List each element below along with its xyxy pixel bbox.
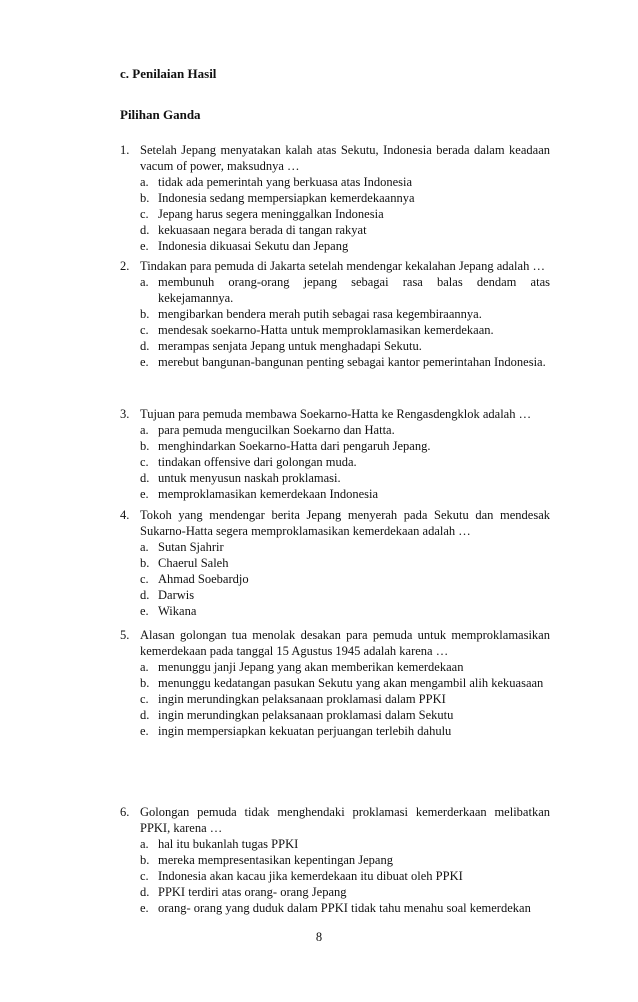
question-5 xyxy=(120,627,550,739)
option-text: mereka mempresentasikan kepentingan Jepang xyxy=(158,853,393,867)
option-letter: c. xyxy=(140,455,149,469)
option-text: Ahmad Soebardjo xyxy=(158,572,249,586)
option-text: mengibarkan bendera merah putih sebagai rasa kegembiraannya. xyxy=(158,307,482,321)
option-letter: d. xyxy=(140,708,150,722)
option-text: mendesak soekarno-Hatta untuk memproklamasikan kemerdekaan. xyxy=(158,323,494,337)
option-letter: a. xyxy=(140,837,149,851)
option-text: Sutan Sjahrir xyxy=(158,540,224,554)
question-text: Tindakan para pemuda di Jakarta setelah mendengar kekalahan Jepang adalah … xyxy=(140,259,545,273)
question-number: 4. xyxy=(120,508,130,522)
option-c xyxy=(140,322,550,338)
option-letter: e. xyxy=(140,355,149,369)
question-number: 2. xyxy=(120,259,130,273)
option-d xyxy=(140,222,550,238)
option-text: menghindarkan Soekarno-Hatta dari pengaruh Jepang. xyxy=(158,439,431,453)
option-a xyxy=(140,174,550,190)
question-text: Setelah Jepang menyatakan kalah atas Sekutu, Indonesia berada dalam keadaan vacum of power, maksudnya … xyxy=(140,143,550,173)
option-text: Indonesia dikuasai Sekutu dan Jepang xyxy=(158,239,349,253)
option-text: kekuasaan negara berada di tangan rakyat xyxy=(158,223,367,237)
option-text: Chaerul Saleh xyxy=(158,556,229,570)
option-text: menunggu janji Jepang yang akan memberikan kemerdekaan xyxy=(158,660,464,674)
question-1 xyxy=(120,142,550,254)
option-d xyxy=(140,707,550,723)
option-letter: d. xyxy=(140,339,150,353)
option-letter: a. xyxy=(140,423,149,437)
question-stem xyxy=(120,406,550,422)
option-letter: c. xyxy=(140,572,149,586)
question-text: Golongan pemuda tidak menghendaki proklamasi kemerderkaan melibatkan PPKI, karena … xyxy=(140,805,550,835)
option-letter: e. xyxy=(140,487,149,501)
option-text: Indonesia sedang mempersiapkan kemerdekaannya xyxy=(158,191,415,205)
option-letter: d. xyxy=(140,471,150,485)
option-e xyxy=(140,354,550,370)
option-d xyxy=(140,587,550,603)
option-text: tindakan offensive dari golongan muda. xyxy=(158,455,357,469)
option-letter: e. xyxy=(140,604,149,618)
page-number: 8 xyxy=(315,930,323,944)
option-letter: a. xyxy=(140,540,149,554)
option-b xyxy=(140,306,550,322)
option-d xyxy=(140,470,550,486)
question-text: Tokoh yang mendengar berita Jepang menyerah pada Sekutu dan mendesak Sukarno-Hatta segera memproklamasikan kemerdekaan adalah … xyxy=(140,508,550,538)
option-e xyxy=(140,900,550,916)
option-text: memproklamasikan kemerdekaan Indonesia xyxy=(158,487,379,501)
option-a xyxy=(140,659,550,675)
option-letter: d. xyxy=(140,885,150,899)
option-text: orang- orang yang duduk dalam PPKI tidak tahu menahu soal kemerdekan xyxy=(158,901,531,915)
option-letter: d. xyxy=(140,223,150,237)
option-a xyxy=(140,422,550,438)
question-number: 6. xyxy=(120,805,130,819)
option-letter: b. xyxy=(140,676,150,690)
option-c xyxy=(140,691,550,707)
option-d xyxy=(140,884,550,900)
option-letter: e. xyxy=(140,724,149,738)
option-b xyxy=(140,190,550,206)
option-letter: e. xyxy=(140,901,149,915)
question-stem xyxy=(120,142,550,174)
option-letter: b. xyxy=(140,439,150,453)
question-4 xyxy=(120,507,550,619)
option-c xyxy=(140,454,550,470)
option-text: para pemuda mengucilkan Soekarno dan Hatta. xyxy=(158,423,395,437)
option-letter: c. xyxy=(140,869,149,883)
option-text: ingin mempersiapkan kekuatan perjuangan terlebih dahulu xyxy=(158,724,452,738)
option-text: PPKI terdiri atas orang- orang Jepang xyxy=(158,885,347,899)
question-6 xyxy=(120,804,550,916)
question-number: 5. xyxy=(120,628,130,642)
option-d xyxy=(140,338,550,354)
option-letter: d. xyxy=(140,588,150,602)
question-number: 1. xyxy=(120,143,130,157)
option-text: Jepang harus segera meninggalkan Indonesia xyxy=(158,207,384,221)
option-text: merebut bangunan-bangunan penting sebagai kantor pemerintahan Indonesia. xyxy=(158,355,546,369)
option-e xyxy=(140,486,550,502)
question-3 xyxy=(120,406,550,502)
option-letter: b. xyxy=(140,853,150,867)
option-e xyxy=(140,238,550,254)
option-text: hal itu bukanlah tugas PPKI xyxy=(158,837,299,851)
question-text: Tujuan para pemuda membawa Soekarno-Hatta ke Rengasdengklok adalah … xyxy=(140,407,532,421)
option-letter: b. xyxy=(140,307,150,321)
option-letter: b. xyxy=(140,191,150,205)
option-e xyxy=(140,603,550,619)
option-letter: a. xyxy=(140,275,149,289)
option-letter: c. xyxy=(140,692,149,706)
option-text: menunggu kedatangan pasukan Sekutu yang akan mengambil alih kekuasaan xyxy=(158,676,544,690)
question-stem xyxy=(120,804,550,836)
option-b xyxy=(140,675,550,691)
question-stem xyxy=(120,507,550,539)
question-text: Alasan golongan tua menolak desakan para pemuda untuk memproklamasikan kemerdekaan pada tanggal 15 Agustus 1945 adalah karena … xyxy=(140,628,550,658)
option-text: membunuh orang-orang jepang sebagai rasa balas dendam atas kekejamannya. xyxy=(158,275,550,305)
option-b xyxy=(140,852,550,868)
option-text: Wikana xyxy=(158,604,197,618)
question-stem xyxy=(120,258,550,274)
option-text: Darwis xyxy=(158,588,195,602)
option-e xyxy=(140,723,550,739)
question-number: 3. xyxy=(120,407,130,421)
option-a xyxy=(140,274,550,306)
option-letter: e. xyxy=(140,239,149,253)
option-text: untuk menyusun naskah proklamasi. xyxy=(158,471,341,485)
question-stem xyxy=(120,627,550,659)
option-b xyxy=(140,555,550,571)
option-text: ingin merundingkan pelaksanaan proklamasi dalam Sekutu xyxy=(158,708,454,722)
option-text: ingin merundingkan pelaksanaan proklamasi dalam PPKI xyxy=(158,692,446,706)
option-letter: c. xyxy=(140,207,149,221)
option-text: Indonesia akan kacau jika kemerdekaan itu dibuat oleh PPKI xyxy=(158,869,463,883)
option-letter: a. xyxy=(140,660,149,674)
option-c xyxy=(140,868,550,884)
option-letter: a. xyxy=(140,175,149,189)
option-a xyxy=(140,539,550,555)
option-text: tidak ada pemerintah yang berkuasa atas Indonesia xyxy=(158,175,413,189)
option-c xyxy=(140,571,550,587)
section-title: c. Penilaian Hasil xyxy=(120,66,217,81)
option-a xyxy=(140,836,550,852)
option-b xyxy=(140,438,550,454)
option-letter: c. xyxy=(140,323,149,337)
subsection-title: Pilihan Ganda xyxy=(120,107,201,122)
option-letter: b. xyxy=(140,556,150,570)
option-text: merampas senjata Jepang untuk menghadapi Sekutu. xyxy=(158,339,422,353)
question-2 xyxy=(120,258,550,370)
option-c xyxy=(140,206,550,222)
